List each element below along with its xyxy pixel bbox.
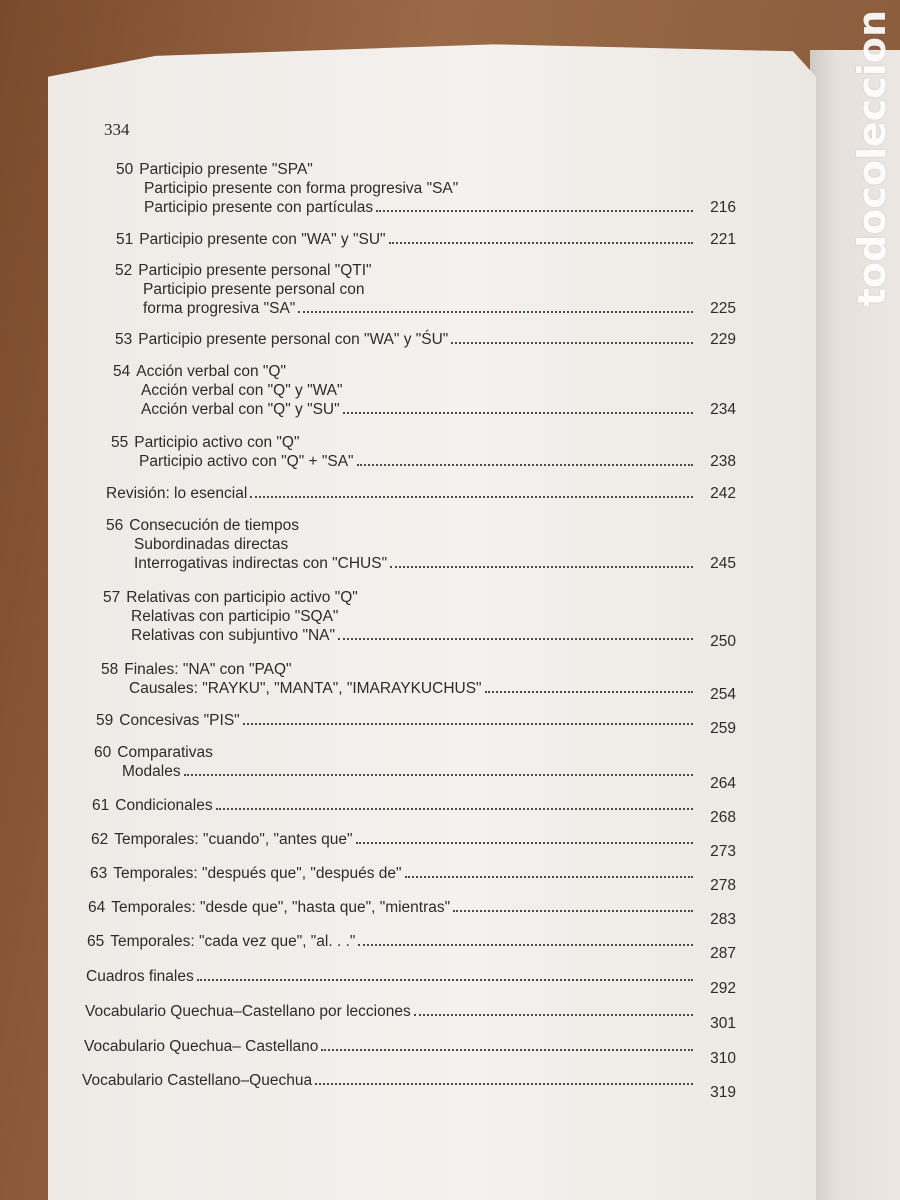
toc-entry-vocab-quechua: Vocabulario Quechua– Castellano 310 [84, 1038, 736, 1067]
toc-entry-65: 65 Temporales: "cada vez que", "al. . ." 287 [87, 933, 736, 962]
dot-leader [243, 720, 693, 725]
toc-entry-60: 60 Comparativas Modales 264 [94, 744, 736, 792]
toc-entry-54: 54 Acción verbal con "Q" Acción verbal con "Q" y "WA" Acción verbal con "Q" y "SU" 234 [113, 363, 736, 418]
dot-leader [343, 409, 693, 414]
toc-entry-62: 62 Temporales: "cuando", "antes que" 273 [91, 831, 736, 860]
dot-leader [321, 1046, 693, 1051]
toc-page-number: 264 [710, 775, 736, 792]
toc-entry-51: 51 Participio presente con "WA" y "SU" 221 [116, 231, 736, 248]
dot-leader [376, 207, 693, 212]
toc-page-number: 234 [710, 401, 736, 418]
dot-leader [414, 1011, 693, 1016]
toc-entry-58: 58 Finales: "NA" con "PAQ" Causales: "RAYKU", "MANTA", "IMARAYKUCHUS" 254 [101, 661, 736, 703]
toc-page-number: 268 [710, 809, 736, 826]
toc-entry-57: 57 Relativas con participio activo "Q" Relativas con participio "SQA" Relativas con subjuntivo "NA" 250 [103, 589, 736, 650]
toc-page-number: 301 [710, 1015, 736, 1032]
toc-entry-revision: Revisión: lo esencial 242 [106, 485, 736, 502]
toc-entry-64: 64 Temporales: "desde que", "hasta que", "mientras" 283 [88, 899, 736, 928]
toc-entry-53: 53 Participio presente personal con "WA" y "ŚU" 229 [115, 331, 736, 348]
dot-leader [390, 563, 693, 568]
toc-page-number: 254 [710, 686, 736, 703]
toc-page-number: 287 [710, 945, 736, 962]
dot-leader [405, 873, 693, 878]
dot-leader [356, 839, 693, 844]
toc-entry-vocab-lecciones: Vocabulario Quechua–Castellano por lecciones 301 [85, 1003, 736, 1032]
toc-page-number: 259 [710, 720, 736, 737]
dot-leader [358, 941, 693, 946]
toc-entry-56: 56 Consecución de tiempos Subordinadas directas Interrogativas indirectas con "CHUS" 245 [106, 517, 736, 572]
watermark-text: todocoleccion [850, 10, 894, 307]
toc-entry-59: 59 Concesivas "PIS" 259 [96, 712, 736, 737]
toc-page-number: 225 [710, 300, 736, 317]
toc-entry-55: 55 Participio activo con "Q" Participio activo con "Q" + "SA" 238 [111, 434, 736, 470]
dot-leader [485, 688, 693, 693]
toc-page-number: 229 [710, 331, 736, 348]
dot-leader [357, 461, 693, 466]
toc-entry-50: 50 Participio presente "SPA" Participio presente con forma progresiva "SA" Participio presente con partículas 216 [116, 161, 736, 216]
dot-leader [338, 635, 693, 640]
dot-leader [250, 493, 693, 498]
dot-leader [315, 1080, 693, 1085]
dot-leader [184, 771, 693, 776]
page-number: 334 [104, 120, 130, 139]
dot-leader [216, 805, 693, 810]
toc-page-number: 319 [710, 1084, 736, 1101]
toc-page-number: 278 [710, 877, 736, 894]
toc-page-number: 216 [710, 199, 736, 216]
toc-page-number: 245 [710, 555, 736, 572]
dot-leader [453, 907, 693, 912]
dot-leader [389, 239, 693, 244]
toc-entry-vocab-castellano: Vocabulario Castellano–Quechua 319 [82, 1072, 736, 1101]
toc-entry-63: 63 Temporales: "después que", "después de" 278 [90, 865, 736, 894]
toc-page-number: 273 [710, 843, 736, 860]
dot-leader [451, 339, 693, 344]
toc-page-number: 310 [710, 1050, 736, 1067]
toc-page-number: 250 [710, 633, 736, 650]
toc-page-number: 283 [710, 911, 736, 928]
toc-entry-cuadros: Cuadros finales 292 [86, 968, 736, 997]
toc-page-number: 292 [710, 980, 736, 997]
toc-entry-52: 52 Participio presente personal "QTI" Participio presente personal con forma progresiva "SA" 225 [115, 262, 736, 317]
toc-page-number: 238 [710, 453, 736, 470]
dot-leader [197, 976, 693, 981]
dot-leader [298, 308, 693, 313]
toc-page-number: 221 [710, 231, 736, 248]
toc-entry-61: 61 Condicionales 268 [92, 797, 736, 826]
toc-page-number: 242 [710, 485, 736, 502]
